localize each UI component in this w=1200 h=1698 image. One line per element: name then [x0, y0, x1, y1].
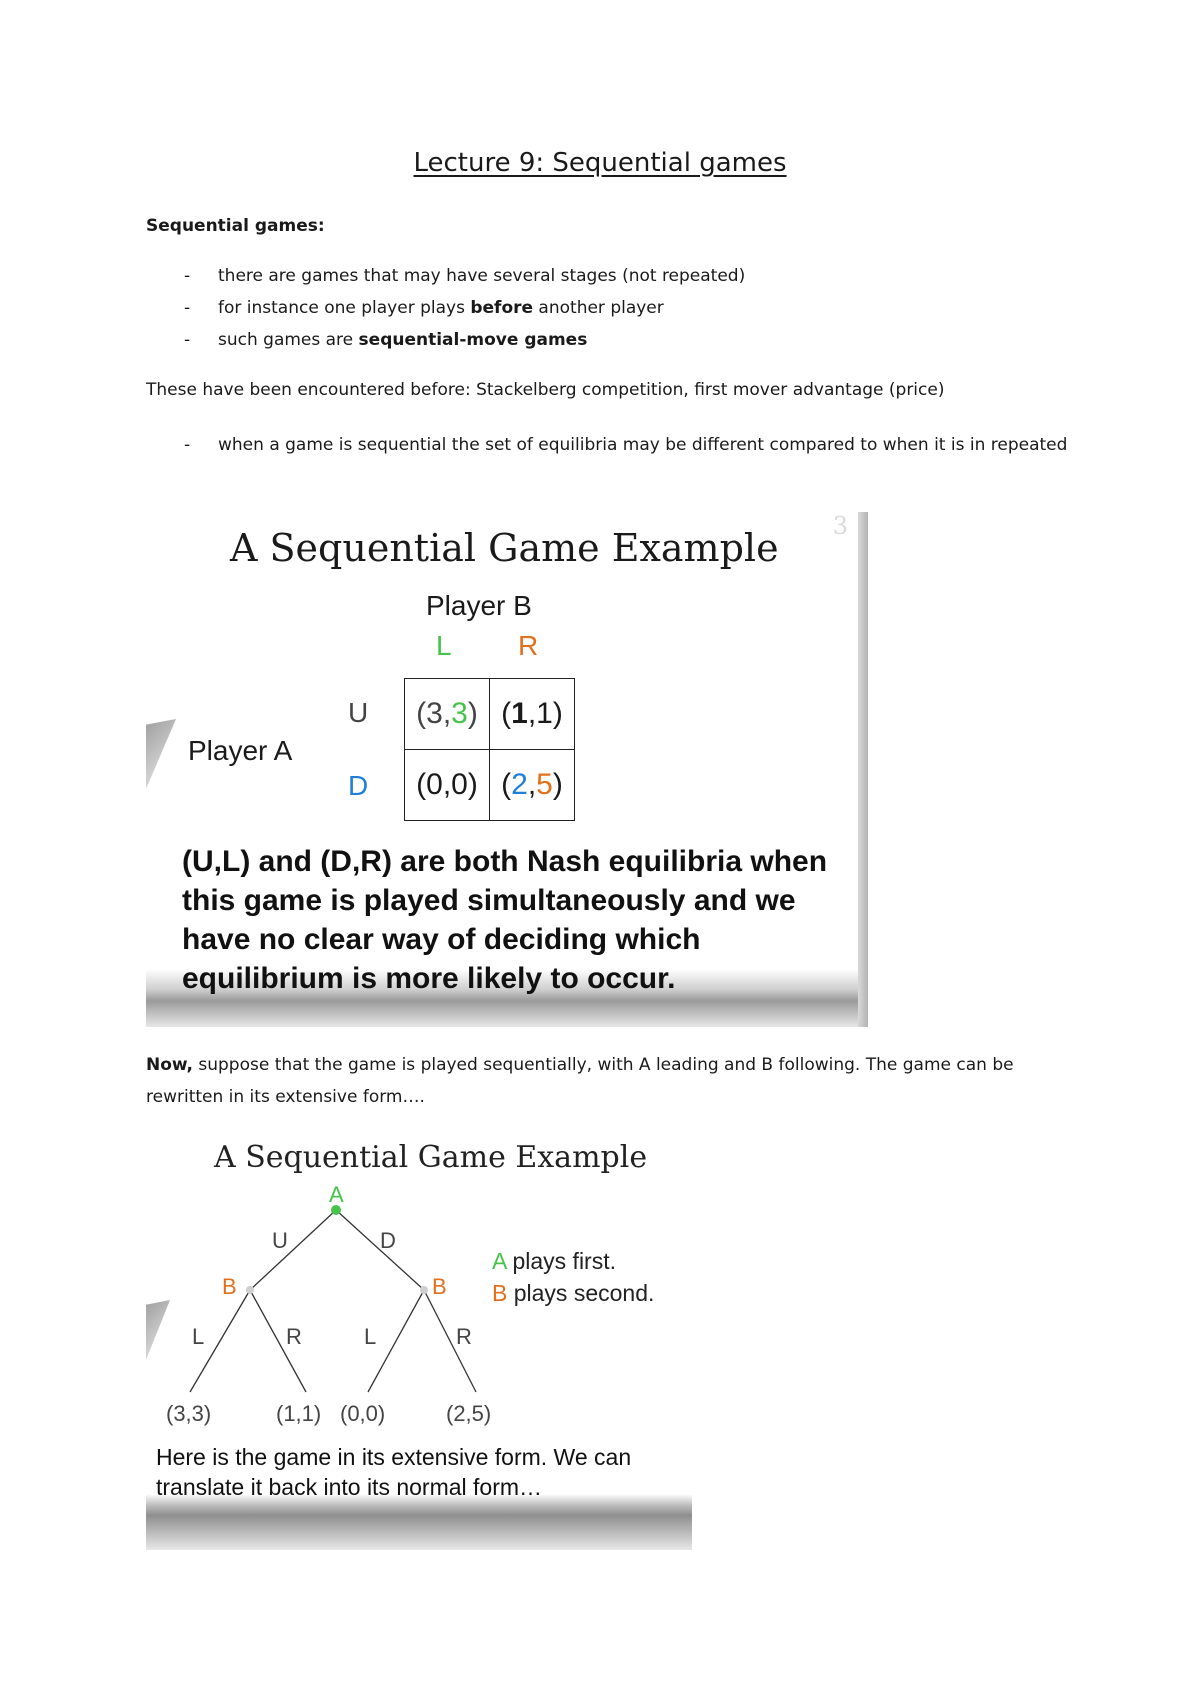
branch-r-label: R [286, 1324, 302, 1349]
list-item: - for instance one player plays before another player [184, 298, 664, 318]
node-left-label: B [222, 1274, 237, 1299]
node-right-label: B [432, 1274, 447, 1299]
slide-extensive-form [146, 1130, 692, 1550]
outcome-label: (3,3) [166, 1401, 212, 1426]
branch-l-label: L [192, 1324, 205, 1349]
branch-r-label: R [456, 1324, 472, 1349]
outcome-label: (2,5) [446, 1401, 492, 1426]
legend-a: A plays first. [492, 1248, 616, 1274]
legend-b: B plays second. [492, 1280, 655, 1306]
bullet-text: such games are [218, 330, 359, 350]
payoff-cell-ur: (1,1) [490, 679, 575, 750]
slide-bottom-shadow [146, 1494, 692, 1550]
root-label: A [329, 1182, 344, 1207]
slide-corner-decoration [146, 719, 176, 789]
slide-title: A Sequential Game Example [230, 526, 779, 570]
payoff-cell-dl: (0,0) [405, 750, 490, 821]
node-b-left [246, 1286, 254, 1294]
bullet-emphasis: before [470, 298, 534, 318]
bullet-text: another player [533, 298, 664, 318]
outcome-label: (0,0) [340, 1401, 386, 1426]
outcome-label: (1,1) [276, 1401, 322, 1426]
bullet-emphasis: sequential-move games [358, 330, 588, 350]
bullet-text: for instance one player plays [218, 298, 471, 318]
intro-paragraph: These have been encountered before: Stackelberg competition, first mover advantage (price) [146, 380, 945, 400]
branch-d-label: D [380, 1228, 396, 1253]
player-b-label: Player B [426, 590, 532, 621]
bullet-list [146, 264, 1076, 360]
strategy-r-label: R [518, 630, 539, 661]
node-b-right [420, 1286, 428, 1294]
list-item: - there are games that may have several stages (not repeated) [184, 266, 746, 286]
payoff-cell-dr: (2,5) [490, 750, 575, 821]
slide-title: A Sequential Game Example [214, 1140, 648, 1175]
branch-u-label: U [272, 1228, 288, 1253]
page-title: Lecture 9: Sequential games [413, 148, 787, 178]
edge-u [250, 1210, 336, 1290]
bullet-text: there are games that may have several stages (not repeated) [218, 266, 746, 286]
edge-l2 [368, 1290, 424, 1392]
slide-body-text: (U,L) and (D,R) are both Nash equilibria when this game is played simultaneously and we have no clear way of deciding which equilibrium is more likely to occur. [182, 845, 828, 995]
slide-normal-form [146, 512, 868, 1027]
section-heading: Sequential games: [146, 216, 325, 236]
now-paragraph: Now, suppose that the game is played sequentially, with A leading and B following. The game can be rewritten in its extensive form…. [146, 1055, 1014, 1107]
player-a-label: Player A [188, 735, 293, 766]
bullet-text: when a game is sequential the set of equilibria may be different compared to when it is in repeated [218, 435, 1068, 455]
strategy-d-label: D [348, 770, 369, 801]
branch-l-label: L [364, 1324, 377, 1349]
payoff-matrix [404, 678, 575, 821]
slide-body-text: Here is the game in its extensive form. We can translate it back into its normal form… [156, 1444, 632, 1500]
payoff-cell-ul: (3,3) [405, 679, 490, 750]
strategy-l-label: L [436, 630, 452, 661]
list-item: - such games are sequential-move games [184, 330, 588, 350]
list-item: - when a game is sequential the set of equilibria may be different compared to when it is in repeated [146, 429, 1076, 461]
slide-number: 3 [832, 512, 848, 540]
strategy-u-label: U [348, 697, 369, 728]
